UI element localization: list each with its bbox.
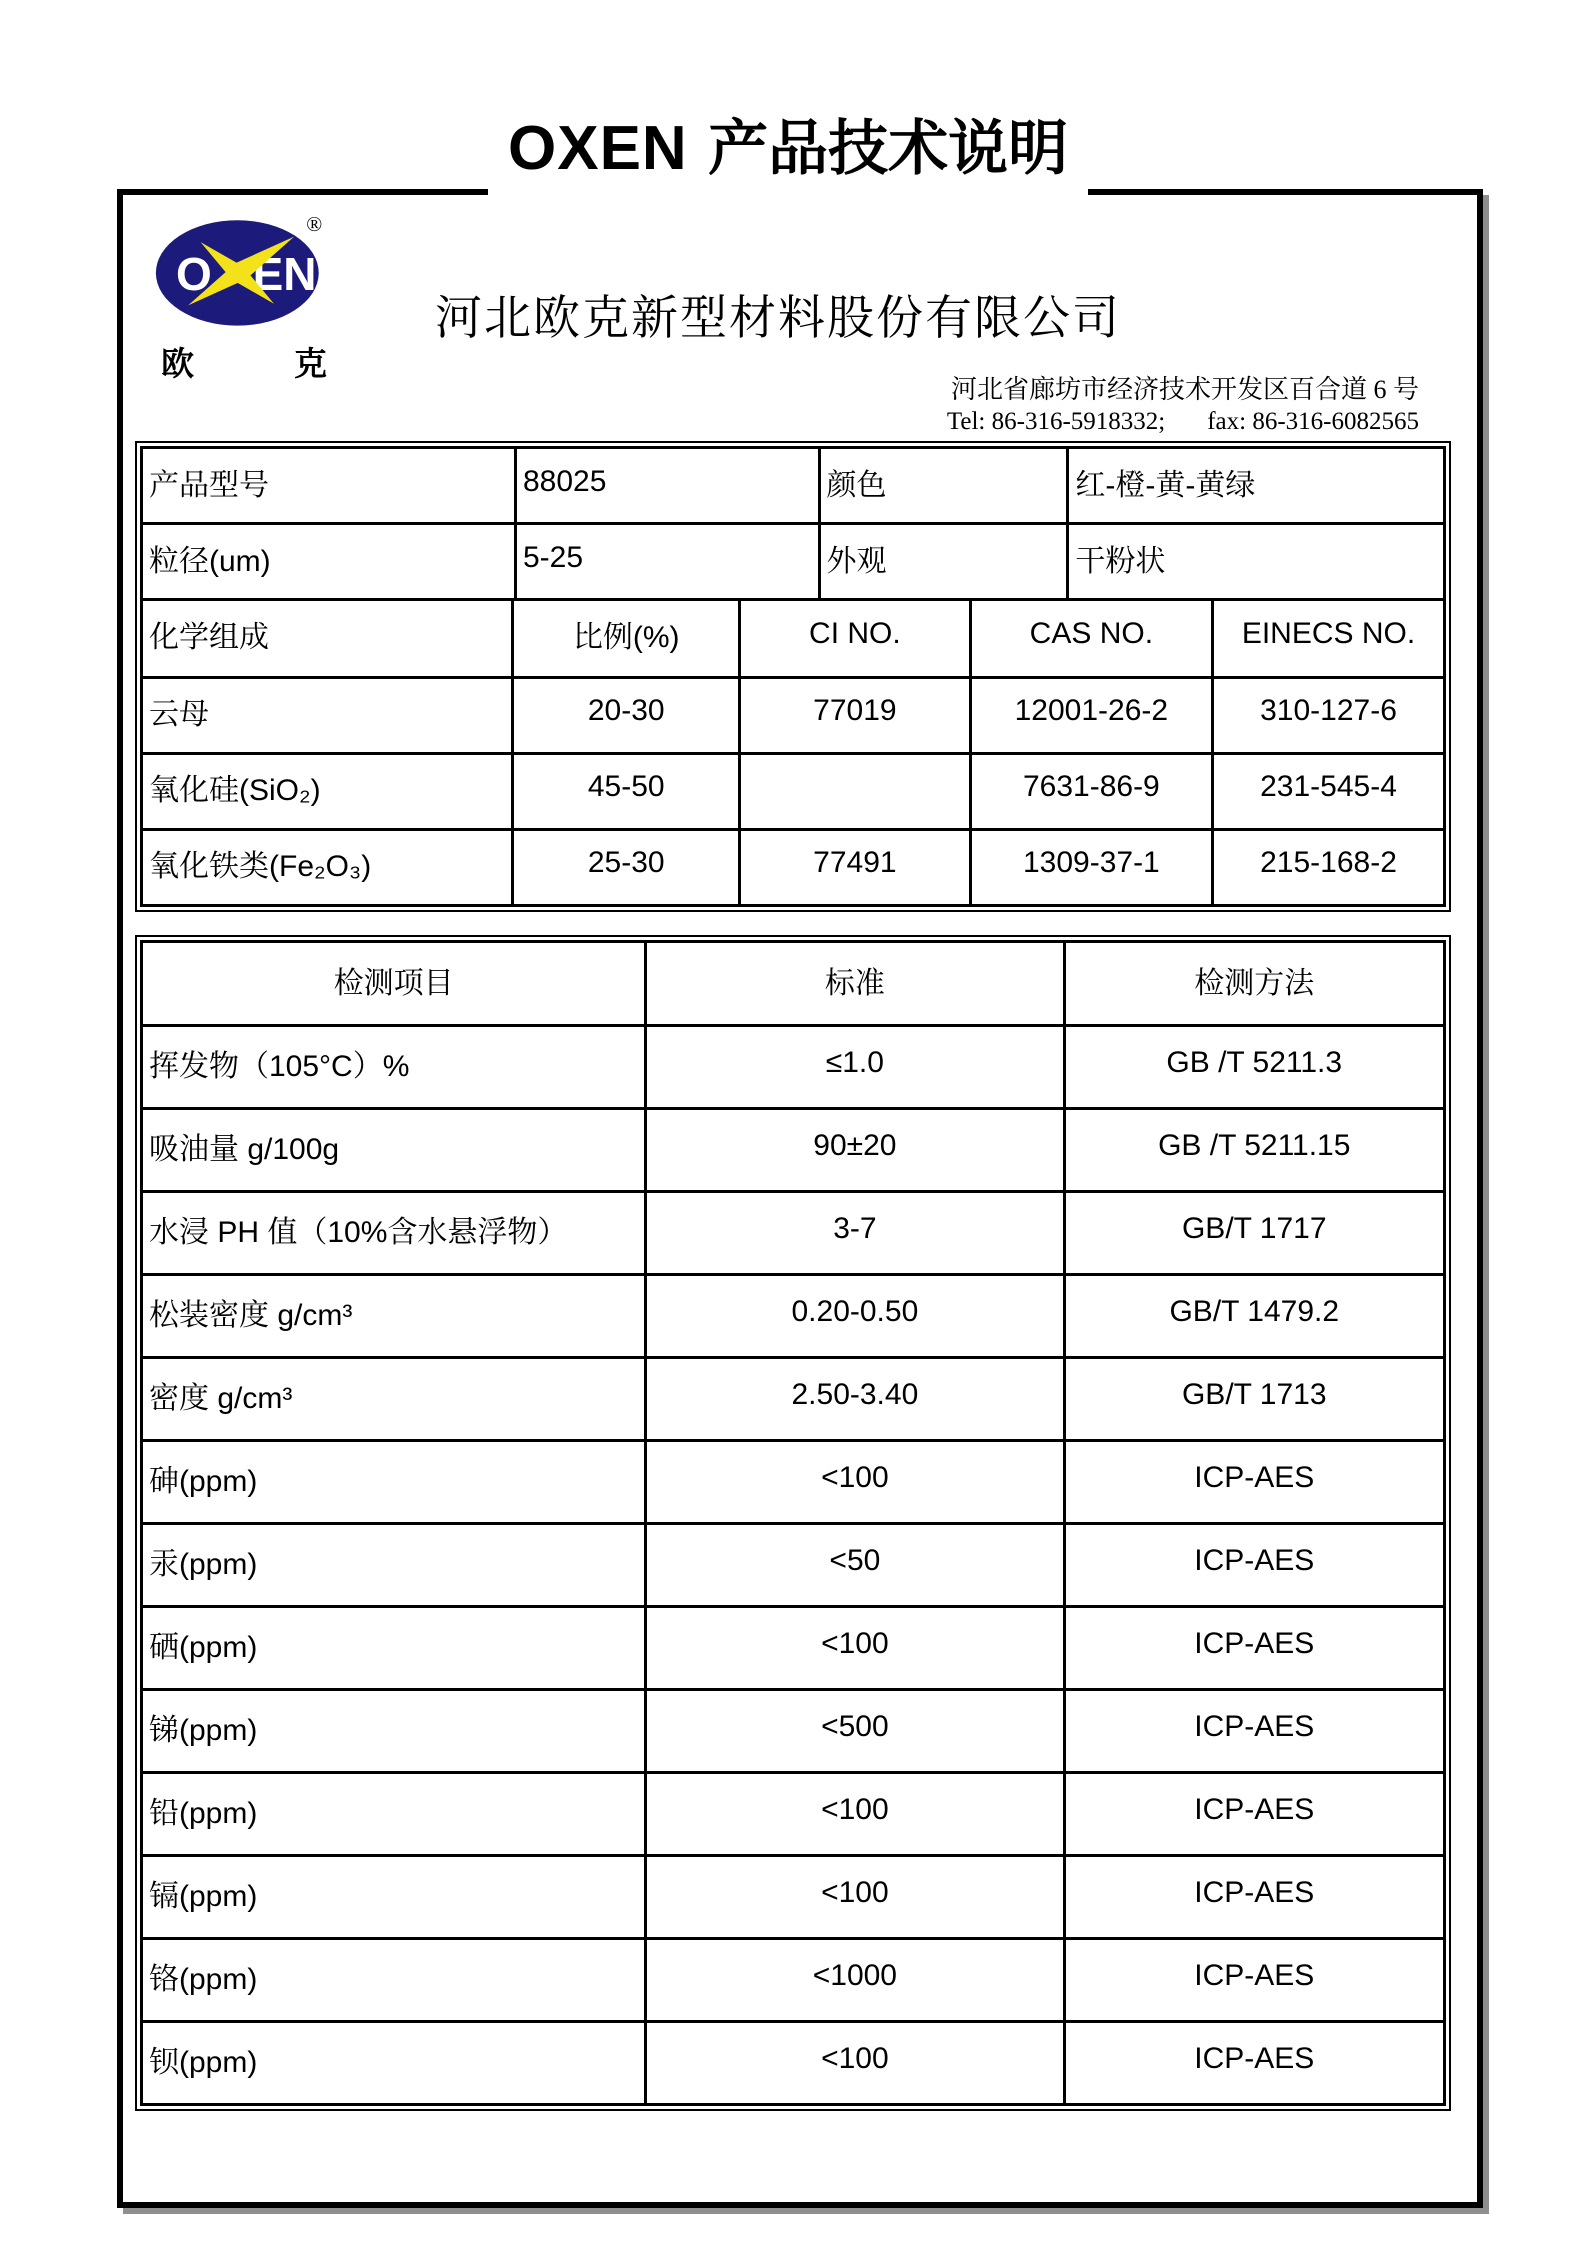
table-row: [142, 448, 1445, 524]
page-border-frame: [117, 189, 1483, 2208]
table-cell: ICP-AES: [1064, 1939, 1445, 2022]
table-cell: 77019: [740, 677, 971, 753]
company-address: 河北省廊坊市经济技术开发区百合道 6 号: [950, 375, 1419, 404]
table-row: [142, 829, 1445, 905]
row-label: 钡(ppm): [142, 2022, 646, 2105]
row-label: 镉(ppm): [142, 1856, 646, 1939]
company-name: 河北欧克新型材料股份有限公司: [435, 293, 1121, 345]
tel-number: Tel: 86-316-5918332;: [946, 408, 1166, 435]
table-cell: 88025: [515, 448, 819, 524]
logo-letter-o: O: [175, 248, 212, 301]
test-items-table: [140, 940, 1446, 2106]
table-row: [142, 1856, 1445, 1939]
table-cell: ICP-AES: [1064, 1607, 1445, 1690]
table-row: [142, 1275, 1445, 1358]
table-cell: 231-545-4: [1213, 753, 1445, 829]
table-row: [142, 1607, 1445, 1690]
table-row: [142, 1358, 1445, 1441]
table-cell: ICP-AES: [1064, 2022, 1445, 2105]
table-cell: 12001-26-2: [970, 677, 1212, 753]
table-cell: ICP-AES: [1064, 1441, 1445, 1524]
column-header: 比例(%): [513, 601, 740, 677]
logo-caption: [153, 338, 335, 385]
row-label: 云母: [142, 677, 513, 753]
table-cell: 25-30: [513, 829, 740, 905]
contact-block: [947, 373, 1419, 437]
table-row: [142, 2022, 1445, 2105]
table-cell: 310-127-6: [1213, 677, 1445, 753]
table-cell: <1000: [646, 1939, 1064, 2022]
table-cell: 3-7: [646, 1192, 1064, 1275]
table-row: [142, 1192, 1445, 1275]
table-row: [142, 1441, 1445, 1524]
table-cell: 1309-37-1: [970, 829, 1212, 905]
row-label: 挥发物（105°C）%: [142, 1026, 646, 1109]
row-label: 锑(ppm): [142, 1690, 646, 1773]
table-row: [142, 1026, 1445, 1109]
table-row: [142, 753, 1445, 829]
table-cell: <100: [646, 1441, 1064, 1524]
table-cell: 7631-86-9: [970, 753, 1212, 829]
logo-letters-en: EN: [252, 248, 317, 301]
column-header: 检测方法: [1064, 942, 1445, 1026]
test-table: [135, 935, 1451, 2111]
table-cell: ICP-AES: [1064, 1524, 1445, 1607]
table-header-row: [142, 601, 1445, 677]
table-row: [142, 1524, 1445, 1607]
phone-line: [947, 406, 1419, 437]
composition-table: [140, 601, 1446, 907]
table-cell: 2.50-3.40: [646, 1358, 1064, 1441]
table-row: [142, 1690, 1445, 1773]
table-cell: 20-30: [513, 677, 740, 753]
table-row: [142, 1773, 1445, 1856]
row-label: 产品型号: [142, 448, 516, 524]
row-label: 松装密度 g/cm³: [142, 1275, 646, 1358]
row-label: 密度 g/cm³: [142, 1358, 646, 1441]
registered-trademark-icon: ®: [306, 211, 323, 236]
product-table: [135, 441, 1451, 912]
table-cell: 215-168-2: [1213, 829, 1445, 905]
table-cell: <100: [646, 2022, 1064, 2105]
table-cell: GB/T 1479.2: [1064, 1275, 1445, 1358]
row-label: 氧化铁类(Fe₂O₃): [142, 829, 513, 905]
table-cell: <100: [646, 1856, 1064, 1939]
table-cell: <100: [646, 1773, 1064, 1856]
table-cell: 5-25: [515, 524, 819, 600]
column-header: CI NO.: [740, 601, 971, 677]
row-label: 粒径(um): [142, 524, 516, 600]
table-header-row: [142, 942, 1445, 1026]
table-row: [142, 1109, 1445, 1192]
page-title-chinese: 产品技术说明: [708, 116, 1069, 182]
table-cell: ICP-AES: [1064, 1690, 1445, 1773]
column-header: 化学组成: [142, 601, 513, 677]
row-label: 外观: [819, 524, 1068, 600]
table-row: [142, 524, 1445, 600]
table-cell: ICP-AES: [1064, 1773, 1445, 1856]
row-label: 氧化硅(SiO₂): [142, 753, 513, 829]
table-row: [142, 677, 1445, 753]
oxen-logo-icon: [153, 211, 335, 331]
row-label: 颜色: [819, 448, 1068, 524]
table-cell: GB/T 1713: [1064, 1358, 1445, 1441]
table-cell: 干粉状: [1068, 524, 1445, 600]
table-cell: GB /T 5211.15: [1064, 1109, 1445, 1192]
table-cell: GB /T 5211.3: [1064, 1026, 1445, 1109]
table-cell: [740, 753, 971, 829]
table-cell: <100: [646, 1607, 1064, 1690]
page-title: [488, 112, 1088, 214]
page-title-brand: OXEN: [508, 114, 688, 183]
row-label: 砷(ppm): [142, 1441, 646, 1524]
row-label: 吸油量 g/100g: [142, 1109, 646, 1192]
table-cell: 45-50: [513, 753, 740, 829]
table-cell: 90±20: [646, 1109, 1064, 1192]
table-cell: 红-橙-黄-黄绿: [1068, 448, 1445, 524]
column-header: 检测项目: [142, 942, 646, 1026]
company-logo: [153, 211, 335, 385]
column-header: CAS NO.: [970, 601, 1212, 677]
table-cell: <50: [646, 1524, 1064, 1607]
logo-caption-left: 欧: [161, 345, 194, 382]
table-cell: <500: [646, 1690, 1064, 1773]
column-header: EINECS NO.: [1213, 601, 1445, 677]
table-cell: ≤1.0: [646, 1026, 1064, 1109]
table-cell: GB/T 1717: [1064, 1192, 1445, 1275]
fax-number: fax: 86-316-6082565: [1207, 408, 1419, 435]
row-label: 水浸 PH 值（10%含水悬浮物）: [142, 1192, 646, 1275]
row-label: 铬(ppm): [142, 1939, 646, 2022]
table-cell: ICP-AES: [1064, 1856, 1445, 1939]
table-row: [142, 1939, 1445, 2022]
row-label: 汞(ppm): [142, 1524, 646, 1607]
table-cell: 0.20-0.50: [646, 1275, 1064, 1358]
row-label: 硒(ppm): [142, 1607, 646, 1690]
product-info-table: [140, 446, 1446, 601]
logo-caption-right: 克: [294, 345, 327, 382]
row-label: 铅(ppm): [142, 1773, 646, 1856]
table-cell: 77491: [740, 829, 971, 905]
column-header: 标准: [646, 942, 1064, 1026]
